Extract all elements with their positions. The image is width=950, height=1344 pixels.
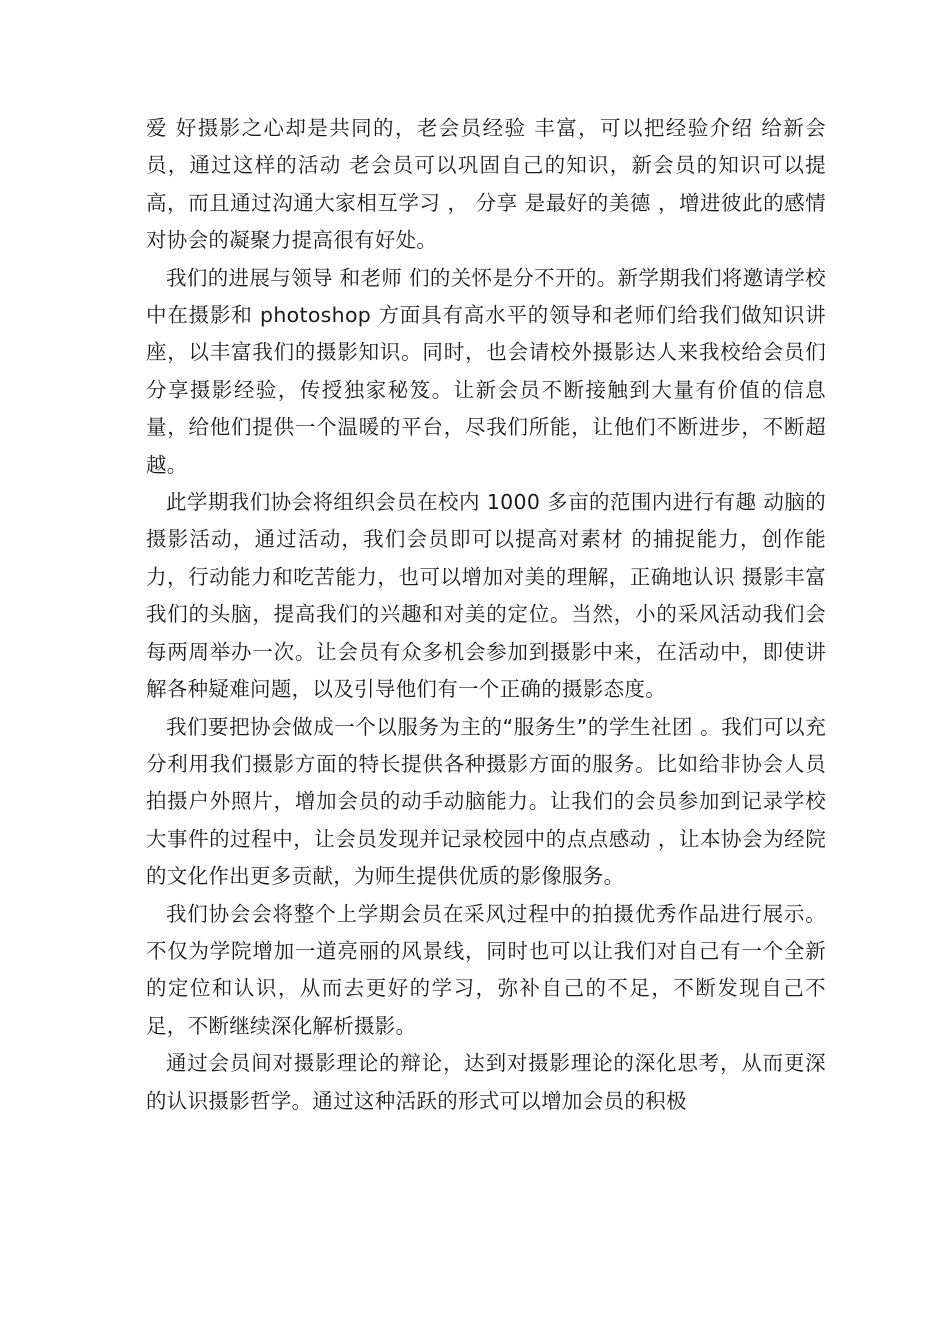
- paragraph-5: 我们协会会将整个上学期会员在采风过程中的拍摄优秀作品进行展示。不仅为学院增加一道亮丽的风景线，同时也可以让我们对自己有一个全新的定位和认识，从而去更好的学习，弥补自己的不足，不断发现自己不足，不断继续深化解析摄影。: [146, 901, 826, 1038]
- paragraph-3: 此学期我们协会将组织会员在校内 1000 多亩的范围内进行有趣 动脑的摄影活动，通过活动，我们会员即可以提高对素材 的捕捉能力，创作能力，行动能力和吃苦能力，也可以增加对美的理解，正确地认识 摄影丰富我们的头脑，提高我们的兴趣和对美的定位。当然，小的采风活动我们会每两周举办一次。让会员有众多机会参加到摄影中来，在活动中，即使讲解各种疑难问题，以及引导他们有一个正确的摄影态度。: [146, 490, 826, 702]
- paragraph-2: 我们的进展与领导 和老师 们的关怀是分不开的。新学期我们将邀请学校 中在摄影和 photoshop 方面具有高水平的领导和老师们给我们做知识讲座，以丰富我们的摄影知识。同时，也会请校外摄影达人来我校给会员们分享摄影经验，传授独家秘笈。让新会员不断接触到大量有价值的信息量，给他们提供一个温暖的平台，尽我们所能，让他们不断进步，不断超越。: [146, 265, 826, 477]
- paragraph-6: 通过会员间对摄影理论的辩论，达到对摄影理论的深化思考，从而更深的认识摄影哲学。通过这种活跃的形式可以增加会员的积极: [146, 1051, 826, 1113]
- paragraph-1: 爱 好摄影之心却是共同的，老会员经验 丰富，可以把经验介绍 给新会员，通过这样的活动 老会员可以巩固自己的知识，新会员的知识可以提高，而且通过沟通大家相互学习 ， 分享 是最好的美德 ，增进彼此的感情对协会的凝聚力提高很有好处。: [146, 116, 826, 253]
- document-body: [146, 110, 826, 1120]
- paragraph-4: 我们要把协会做成一个以服务为主的“服务生”的学生社团 。我们可以充分利用我们摄影方面的特长提供各种摄影方面的服务。比如给非协会人员拍摄户外照片，增加会员的动手动脑能力。让我们的会员参加到记录学校大事件的过程中，让会员发现并记录校园中的点点感动 ，让本协会为经院的文化作出更多贡献，为师生提供优质的影像服务。: [146, 714, 826, 889]
